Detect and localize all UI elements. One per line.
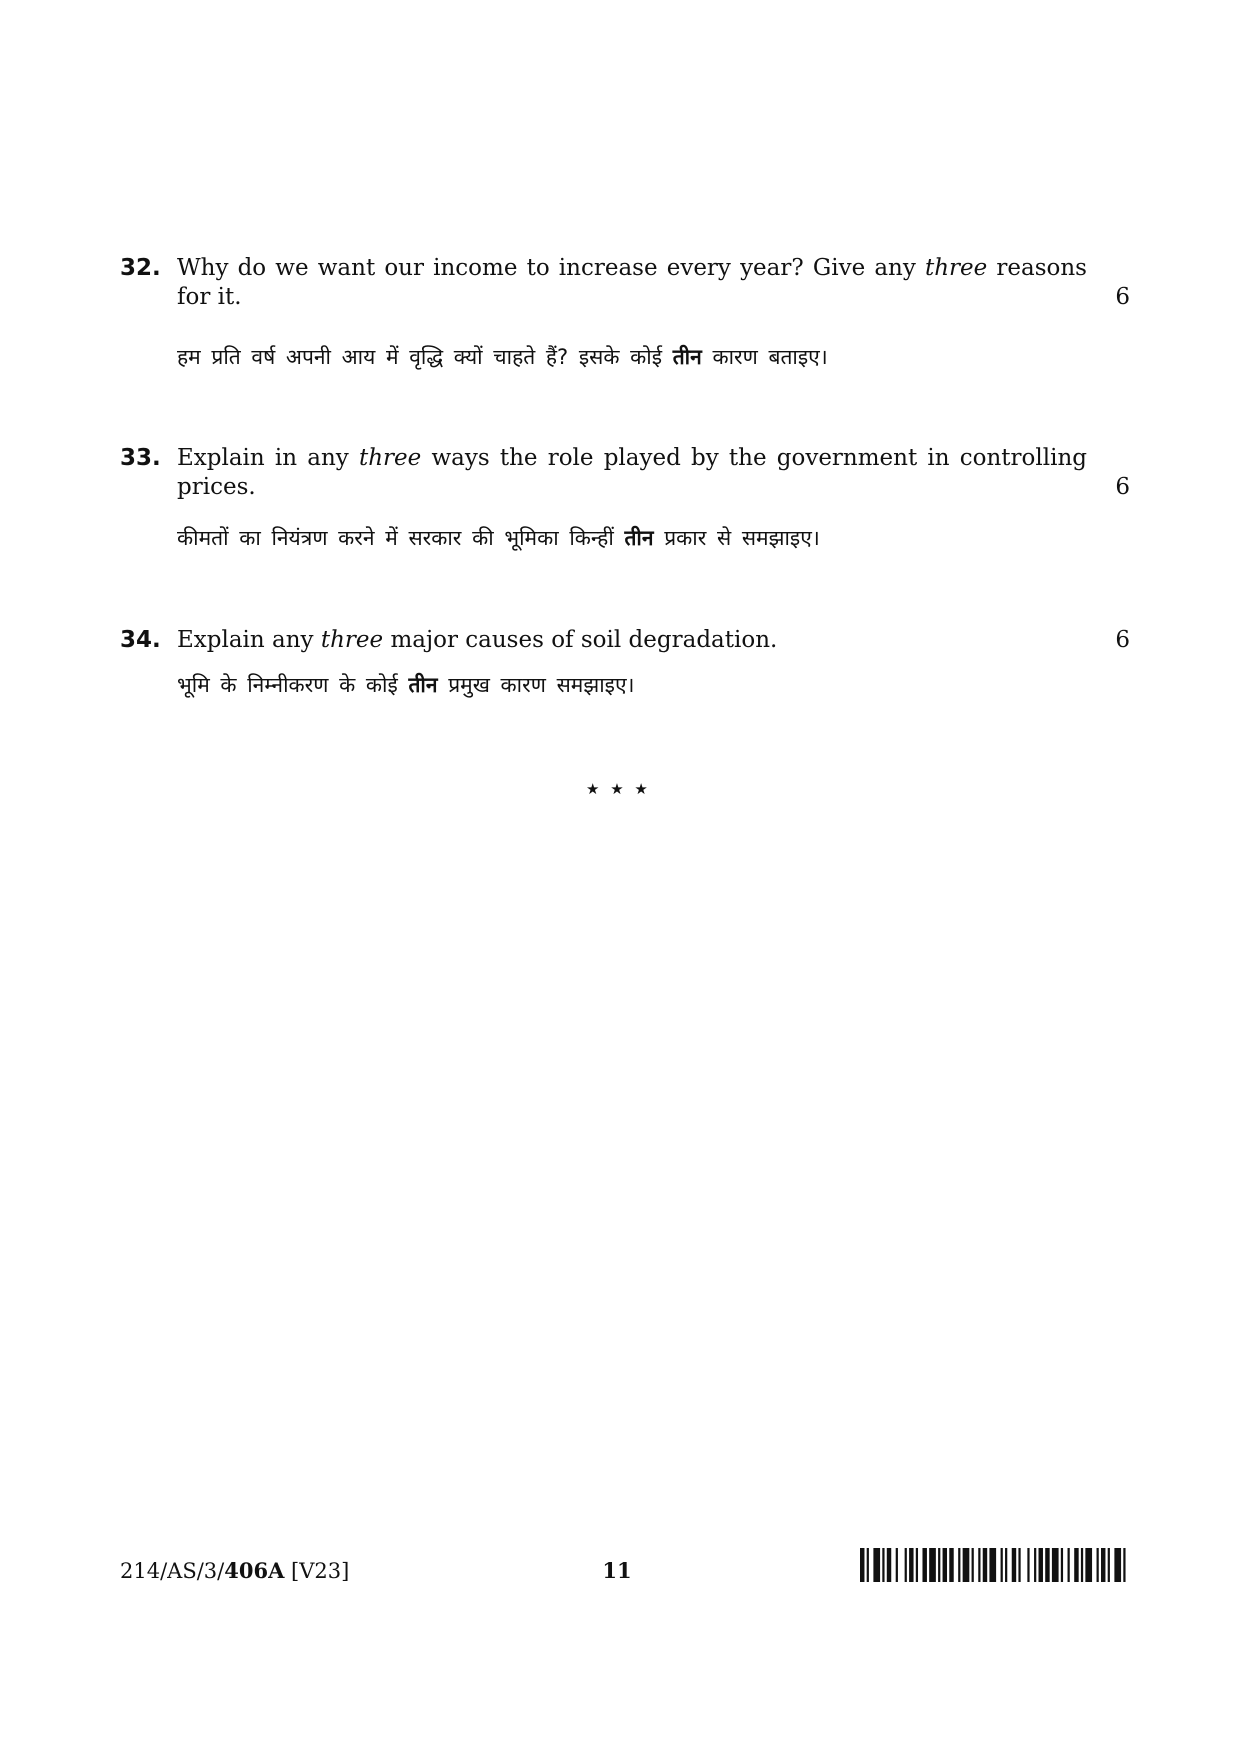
barcode-bar [1061, 1548, 1063, 1582]
barcode-bar [873, 1548, 880, 1582]
barcode-bar [963, 1548, 970, 1582]
barcode-bar [887, 1548, 891, 1582]
question-text-english: Why do we want our income to increase every year? Give any three reasons for it. [177, 255, 1087, 310]
question-text-hindi: हम प्रति वर्ष अपनी आय में वृद्धि क्यों चाहते हैं? इसके कोई तीन कारण बताइए। [177, 345, 828, 369]
barcode-bar [1068, 1548, 1070, 1582]
question-number: 33. [120, 445, 161, 471]
barcode-bar [909, 1548, 913, 1582]
barcode-bar [1018, 1548, 1020, 1582]
question-number: 32. [120, 255, 161, 281]
question-text-english: Explain in any three ways the role played by the government in controlling prices. [177, 445, 1087, 500]
barcode-bar [943, 1548, 947, 1582]
barcode-bar [1081, 1548, 1083, 1582]
question-marks: 6 [1115, 627, 1130, 653]
question-marks: 6 [1115, 474, 1130, 500]
barcode-bar [1123, 1548, 1125, 1582]
end-of-paper-marker: ★ ★ ★ [586, 780, 651, 798]
barcode-bar [938, 1548, 940, 1582]
barcode-bar [983, 1548, 987, 1582]
barcode-bar [1034, 1548, 1036, 1582]
barcode-bar [1101, 1548, 1105, 1582]
barcode-bar [1108, 1548, 1110, 1582]
barcode-bar [929, 1548, 936, 1582]
page-number: 11 [602, 1558, 632, 1583]
barcode-bar [882, 1548, 884, 1582]
barcode-bar [1085, 1548, 1092, 1582]
barcode-bar [1039, 1548, 1043, 1582]
barcode-bar [949, 1548, 953, 1582]
question-text-hindi: कीमतों का नियंत्रण करने में सरकार की भूमिका किन्हीं तीन प्रकार से समझाइए। [177, 526, 820, 550]
question-number: 34. [120, 627, 161, 653]
barcode-bar [1114, 1548, 1121, 1582]
question-text-hindi: भूमि के निम्नीकरण के कोई तीन प्रमुख कारण समझाइए। [177, 673, 635, 697]
barcode-bar [1052, 1548, 1059, 1582]
barcode-bar [922, 1548, 926, 1582]
barcode-bar [1001, 1548, 1003, 1582]
barcode-bar [1045, 1548, 1049, 1582]
barcode-bar [972, 1548, 974, 1582]
barcode [860, 1548, 1130, 1582]
barcode-bar [1012, 1548, 1016, 1582]
barcode-bar [1097, 1548, 1099, 1582]
barcode-bar [867, 1548, 869, 1582]
barcode-bar [989, 1548, 996, 1582]
barcode-bar [1005, 1548, 1007, 1582]
barcode-bar [1074, 1548, 1078, 1582]
barcode-bar [896, 1548, 898, 1582]
question-marks: 6 [1115, 284, 1130, 310]
barcode-bar [905, 1548, 907, 1582]
barcode-bar [860, 1548, 864, 1582]
barcode-bar [916, 1548, 918, 1582]
question-text-english: Explain any three major causes of soil degradation. [177, 627, 778, 653]
barcode-bar [978, 1548, 980, 1582]
barcode-bar [958, 1548, 960, 1582]
paper-code: 214/AS/3/406A [V23] [120, 1558, 350, 1583]
barcode-bar [1027, 1548, 1029, 1582]
